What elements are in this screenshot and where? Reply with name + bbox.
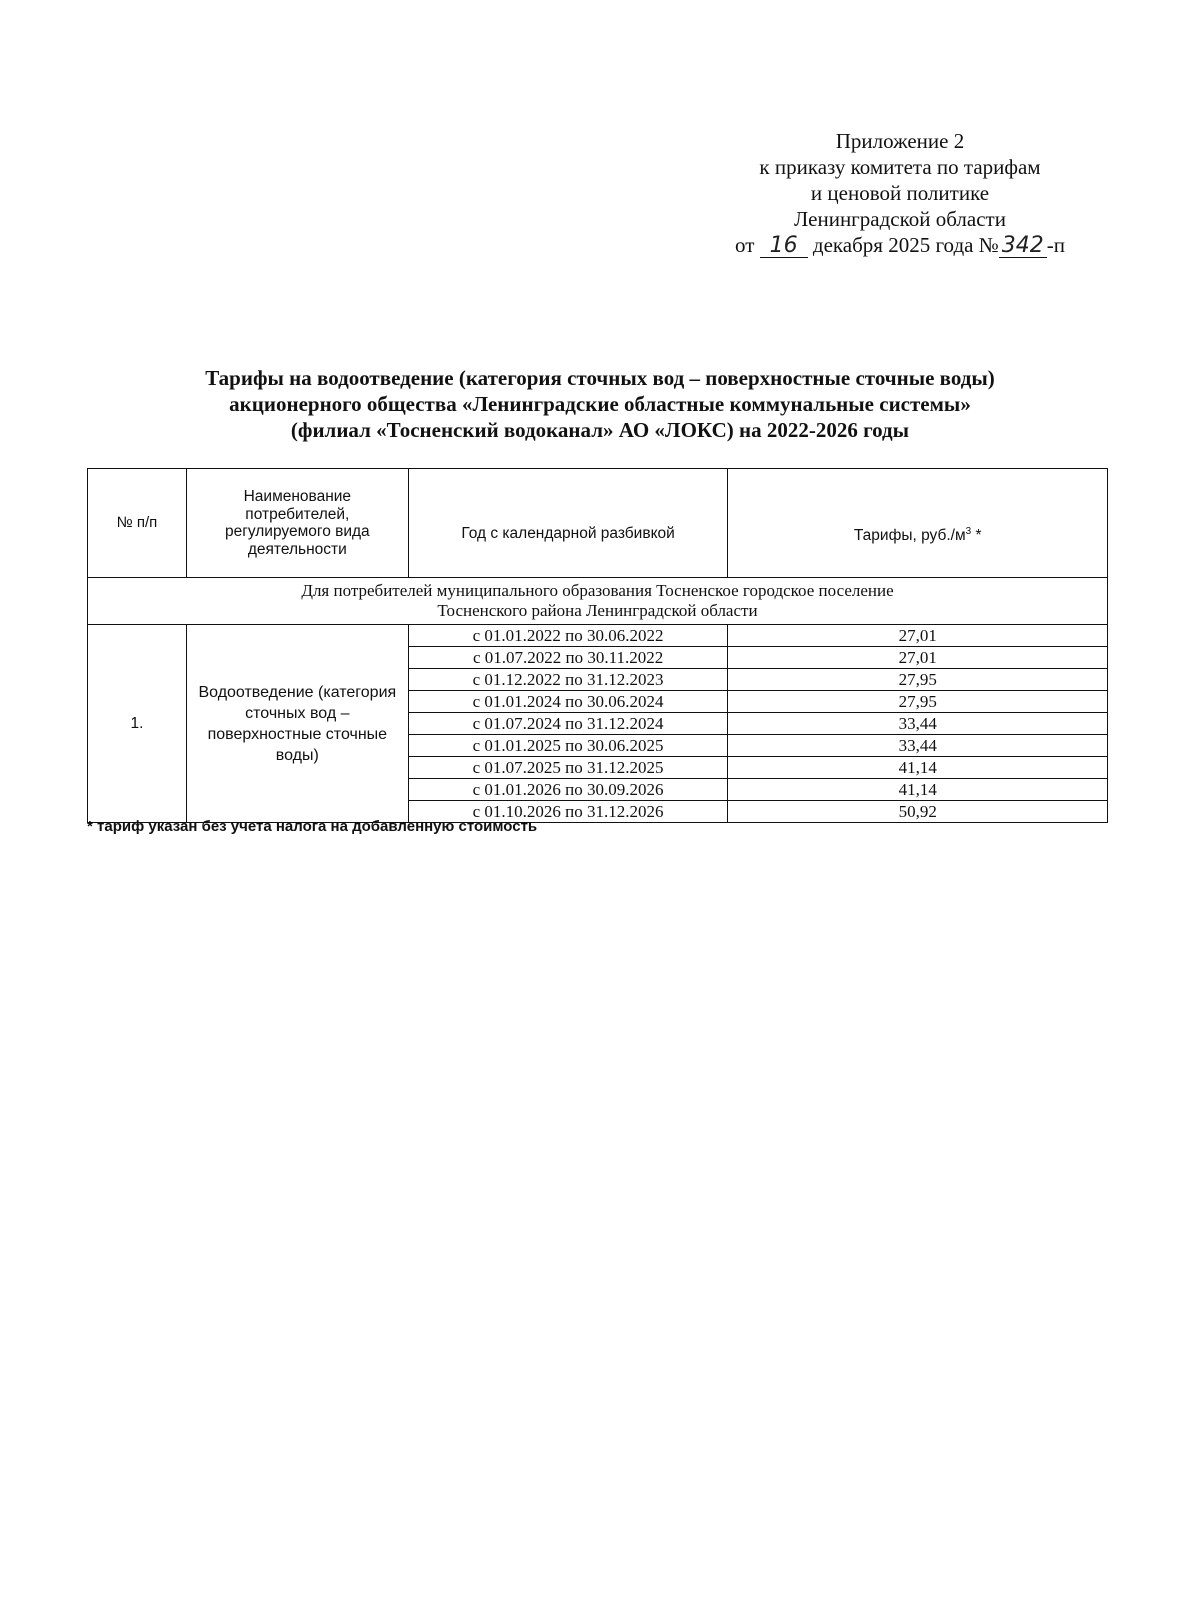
appendix-header [700,128,1100,258]
header-tariff-label: Тарифы, руб./м [853,527,966,545]
period-cell: с 01.10.2026 по 31.12.2026 [408,801,728,823]
period-cell: с 01.01.2024 по 30.06.2024 [408,691,728,713]
header-name: Наименование потребителей, регулируемого вида деятельности [186,469,408,578]
title-line-3: (филиал «Тосненский водоканал» АО «ЛОКС) на 2022-2026 годы [290,418,910,442]
handwritten-order-number: 342 [999,235,1047,258]
handwritten-day: 16 [760,235,808,258]
period-cell: с 01.07.2025 по 31.12.2025 [408,757,728,779]
tariff-cell: 41,14 [728,779,1108,801]
header-num: № п/п [88,469,187,578]
header-tariff-sup: 3 [965,525,972,537]
order-prefix: от [735,233,755,257]
table-header-row [88,469,1108,578]
tariff-cell: 41,14 [728,757,1108,779]
table-row [88,625,1108,647]
vat-footnote: * тариф указан без учета налога на добавленную стоимость [87,818,538,835]
document-title [90,365,1110,443]
group-cell [88,578,1108,625]
item-number: 1. [88,625,187,823]
tariff-cell: 50,92 [728,801,1108,823]
header-tariff-mark: * [971,527,982,545]
header-tariff [728,469,1108,578]
title-line-1: Тарифы на водоотведение (категория сточных вод – поверхностные сточные воды) [205,366,995,390]
item-name: Водоотведение (категория сточных вод – поверхностные сточные воды) [186,625,408,823]
period-cell: с 01.01.2022 по 30.06.2022 [408,625,728,647]
group-line-1: Для потребителей муниципального образования Тосненское городское поселение [301,581,894,600]
group-row [88,578,1108,625]
appendix-line-3: и ценовой политике [810,181,990,205]
order-suffix: -п [1046,233,1065,257]
period-cell: с 01.12.2022 по 31.12.2023 [408,669,728,691]
period-cell: с 01.01.2026 по 30.09.2026 [408,779,728,801]
order-date-line [700,232,1100,258]
order-month-year: декабря 2025 года № [812,233,999,257]
period-cell: с 01.01.2025 по 30.06.2025 [408,735,728,757]
header-period: Год с календарной разбивкой [408,469,728,578]
tariff-table [87,468,1108,823]
period-cell: с 01.07.2024 по 31.12.2024 [408,713,728,735]
appendix-line-4: Ленинградской области [794,207,1006,231]
period-cell: с 01.07.2022 по 30.11.2022 [408,647,728,669]
appendix-line-1: Приложение 2 [835,129,965,153]
tariff-cell: 33,44 [728,735,1108,757]
tariff-cell: 27,01 [728,647,1108,669]
tariff-cell: 27,95 [728,669,1108,691]
tariff-cell: 27,01 [728,625,1108,647]
title-line-2: акционерного общества «Ленинградские областные коммунальные системы» [229,392,971,416]
tariff-cell: 27,95 [728,691,1108,713]
appendix-line-2: к приказу комитета по тарифам [759,155,1041,179]
group-line-2: Тосненского района Ленинградской области [437,601,758,620]
tariff-cell: 33,44 [728,713,1108,735]
